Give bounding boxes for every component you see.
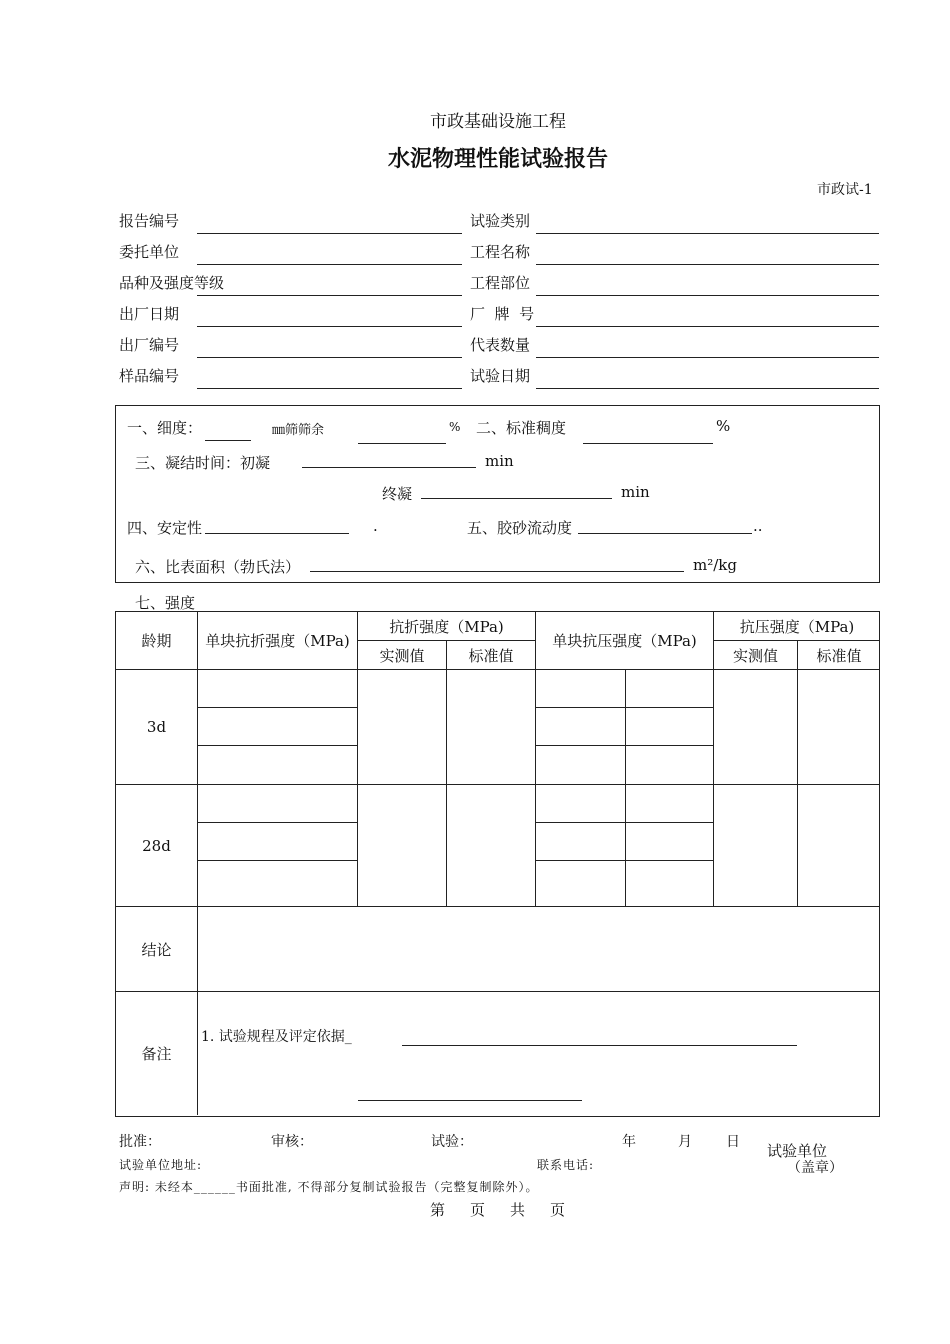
phone-label: 联系电话:: [537, 1158, 595, 1172]
grade-field[interactable]: [197, 295, 462, 296]
year-label: 年: [622, 1134, 636, 1150]
fluidity-field[interactable]: [578, 533, 752, 534]
col-flex-standard: 标准值: [468, 646, 514, 665]
initial-setting-field[interactable]: [302, 467, 476, 468]
report-no-field[interactable]: [197, 233, 462, 234]
quantity-label: 代表数量: [470, 336, 531, 354]
soundness-label: 四、安定性: [127, 519, 203, 537]
factory-date-field[interactable]: [197, 326, 462, 327]
brand-label: 厂 牌 号: [470, 305, 535, 323]
col-flex-measured: 实测值: [379, 646, 425, 665]
factory-date-label: 出厂日期: [119, 305, 180, 323]
client-label: 委托单位: [119, 243, 180, 261]
initial-setting-unit: min: [485, 452, 514, 470]
statement-text: 声明: 未经本______书面批准, 不得部分复制试验报告（完整复制除外）。: [119, 1180, 539, 1194]
quantity-field[interactable]: [536, 357, 879, 358]
soundness-dot: .: [373, 517, 378, 535]
consistency-percent: %: [716, 417, 731, 435]
final-setting-unit: min: [621, 483, 650, 501]
col-single-flex-header: 单块抗折强度（MPa): [205, 632, 350, 650]
project-name-field[interactable]: [536, 264, 879, 265]
age-28d-cell: 28d: [142, 836, 171, 855]
sieve-label: ㎜筛筛余: [272, 423, 325, 438]
page-subtitle: 市政基础设施工程: [430, 112, 566, 132]
soundness-field[interactable]: [205, 533, 349, 534]
col-comp-measured: 实测值: [732, 646, 778, 665]
surface-area-unit: m²/kg: [693, 556, 737, 574]
day-label: 日: [726, 1134, 740, 1150]
remarks-label: 备注: [141, 1045, 172, 1063]
setting-time-label: 三、凝结时间：初凝: [135, 454, 271, 472]
fineness-field[interactable]: [358, 443, 446, 444]
standard-basis-field[interactable]: [402, 1045, 797, 1046]
col-flex-header: 抗折强度（MPa): [389, 617, 504, 636]
fluidity-label: 五、胶砂流动度: [467, 519, 573, 537]
approve-label: 批准：: [119, 1134, 161, 1150]
page-title: 水泥物理性能试验报告: [387, 147, 608, 172]
test-label: 试验：: [431, 1134, 473, 1150]
lab-address-label: 试验单位地址:: [119, 1158, 203, 1172]
seal-label: （盖章）: [787, 1160, 843, 1176]
col-comp-standard: 标准值: [816, 646, 862, 665]
fineness-percent: %: [449, 420, 461, 434]
strength-section-label: 七、强度: [135, 594, 196, 612]
factory-no-field[interactable]: [197, 357, 462, 358]
project-name-label: 工程名称: [470, 243, 531, 261]
sample-no-field[interactable]: [197, 388, 462, 389]
sample-no-label: 样品编号: [119, 367, 180, 385]
month-label: 月: [678, 1134, 692, 1150]
fluidity-dots: ..: [753, 517, 763, 535]
fineness-label: 一、细度：: [127, 419, 203, 437]
page-label-last: 页: [550, 1201, 566, 1219]
test-date-field[interactable]: [536, 388, 879, 389]
test-date-label: 试验日期: [470, 367, 531, 385]
page-label-first: 第: [430, 1201, 446, 1219]
surface-area-label: 六、比表面积（勃氏法）: [135, 558, 301, 576]
sieve-size-field[interactable]: [205, 440, 251, 441]
grade-label: 品种及强度等级: [119, 274, 225, 292]
remark-extra-field[interactable]: [358, 1100, 582, 1101]
client-field[interactable]: [197, 264, 462, 265]
consistency-label: 二、标准稠度: [476, 419, 567, 437]
lab-label: 试验单位: [767, 1142, 828, 1160]
project-part-field[interactable]: [536, 295, 879, 296]
remark-line-1: 1. 试验规程及评定依据_: [201, 1029, 352, 1045]
age-3d-cell: 3d: [146, 718, 167, 736]
consistency-field[interactable]: [583, 443, 713, 444]
test-type-label: 试验类别: [470, 212, 531, 230]
col-comp-header: 抗压强度（MPa): [739, 617, 855, 636]
review-label: 审核：: [271, 1134, 313, 1150]
col-single-comp-header: 单块抗压强度（MPa): [552, 632, 697, 650]
final-setting-label: 终凝: [382, 485, 413, 503]
test-type-field[interactable]: [536, 233, 879, 234]
factory-no-label: 出厂编号: [119, 336, 180, 354]
form-code: 市政试-1: [817, 182, 873, 198]
project-part-label: 工程部位: [470, 274, 531, 292]
report-no-label: 报告编号: [119, 212, 180, 230]
page-label-mid: 页: [470, 1201, 486, 1219]
final-setting-field[interactable]: [421, 498, 612, 499]
brand-field[interactable]: [536, 326, 879, 327]
conclusion-label: 结论: [141, 940, 172, 959]
page-label-total: 共: [510, 1201, 526, 1219]
col-age-header: 龄期: [141, 632, 172, 650]
surface-area-field[interactable]: [310, 571, 684, 572]
